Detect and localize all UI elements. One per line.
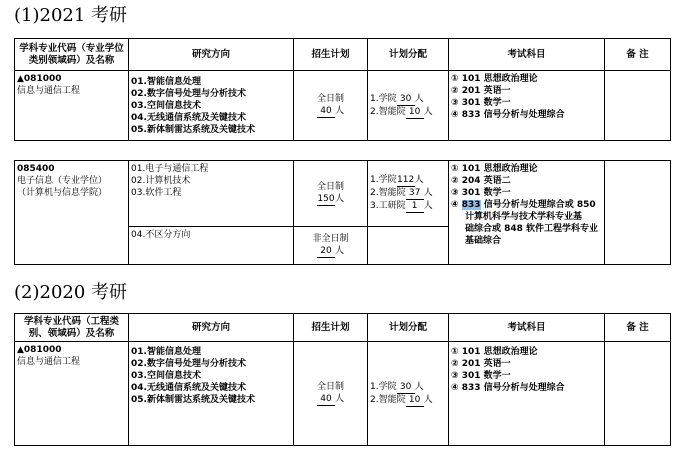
allocation-cell [368,342,449,446]
table-header-row [15,39,671,71]
plan-unit: 人 [334,394,344,404]
alloc-number: 10 [406,394,424,407]
alloc-unit: 人 [414,381,424,392]
header-plan-allocation: 计划分配 [368,314,449,342]
direction-item: 03.空间信息技术 [131,100,201,111]
exam-item-cont: 计算机科学与技术学科专业基 [465,212,583,222]
exam-item: ③ 301 数学一 [451,188,511,198]
exam-item: ③ 301 数学一 [451,98,511,108]
directions-cell [129,71,294,141]
plan-cell [294,71,368,141]
remarks-cell [605,161,671,265]
section-2-title: (2)2020 考研 [14,282,128,303]
plan-cell [294,161,368,227]
exams-cell [449,161,605,265]
direction-item: 04.无线通信系统及关键技术 [131,112,246,123]
plan-number: 40 [317,105,335,118]
major-cell [15,161,129,265]
plan-unit: 人 [334,106,344,116]
major-cell [15,71,129,141]
table-row [15,342,671,446]
alloc-number: 10 [406,106,424,119]
header-remarks: 备 注 [605,314,671,342]
plan-cell [294,227,368,265]
header-research-direction: 研究方向 [129,39,294,71]
exam-item: ② 201 英语一 [451,86,511,96]
alloc-unit: 人 [423,188,433,198]
alloc-label: 2.智能院 [370,106,406,117]
exam-item: 信号分析与处理综合或 850 [480,200,596,210]
plan-number: 150 [317,194,335,204]
alloc-number: 112 [397,175,415,185]
direction-item: 03.软件工程 [131,188,182,198]
major-code: ▲081000 [17,345,62,355]
exams-cell [449,342,605,446]
major-cell [15,342,129,446]
plan-unit: 人 [334,194,344,204]
admissions-table-2021 [14,38,671,141]
exam-item: ① 101 思想政治理论 [451,347,538,357]
table-row [15,161,671,227]
header-enrollment-plan: 招生计划 [294,314,368,342]
major-college: （计算机与信息学院） [17,188,108,198]
header-major-code: 学科专业代码（工程类别、领域码）及名称 [15,314,129,342]
directions-cell [129,161,294,227]
admissions-table-2021-part2 [14,160,671,265]
remarks-cell [605,71,671,141]
alloc-label: 1.学院 [370,93,397,104]
direction-item: 01.智能信息处理 [131,347,201,357]
exam-code-highlight: 833 [461,200,481,210]
alloc-unit: 人 [423,106,433,117]
direction-item: 01.电子与通信工程 [131,164,209,174]
exam-item-cont: 础综合或 848 软件工程学科专业 [465,224,599,234]
remarks-cell [605,342,671,446]
plan-cell [294,342,368,446]
header-research-direction: 研究方向 [129,314,294,342]
exam-item: ④ 833 信号分析与处理综合 [451,383,565,393]
alloc-label: 1.学院 [370,381,397,392]
major-code: 085400 [17,164,55,174]
direction-item: 02.数字信号处理与分析技术 [131,88,246,99]
alloc-label: 1.学院 [370,175,397,185]
header-exam-subjects: 考试科目 [449,39,605,71]
direction-item: 02.数字信号处理与分析技术 [131,359,246,369]
direction-item: 01.智能信息处理 [131,76,201,87]
table-row [15,71,671,141]
alloc-label: 2.智能院 [370,394,406,405]
header-plan-allocation: 计划分配 [368,39,449,71]
alloc-number: 1 [406,200,424,213]
plan-unit: 人 [334,246,344,256]
exam-item: ② 204 英语二 [451,176,511,186]
table-header-row [15,314,671,342]
admissions-table-2020 [14,313,671,446]
direction-item: 02.计算机技术 [131,176,191,186]
alloc-label: 2.智能院 [370,188,406,198]
allocation-cell [368,227,449,265]
exam-item: ① 101 思想政治理论 [451,74,538,84]
major-name: 信息与通信工程 [17,357,81,367]
direction-item: 03.空间信息技术 [131,371,201,381]
plan-type: 全日制 [316,94,344,104]
alloc-number: 30 [397,381,415,394]
header-exam-subjects: 考试科目 [449,314,605,342]
alloc-label: 3.工研院 [370,201,406,211]
section-1-title: (1)2021 考研 [14,5,128,26]
exam-item: ④ 833 信号分析与处理综合 [451,110,565,120]
exam-circle-number: ④ [451,200,459,210]
header-remarks: 备 注 [605,39,671,71]
plan-type: 非全日制 [312,234,349,244]
exams-cell [449,71,605,141]
alloc-number: 37 [406,187,424,200]
directions-cell [129,342,294,446]
plan-number: 20 [317,245,335,258]
plan-type: 全日制 [316,382,344,392]
direction-item: 04.无线通信系统及关键技术 [131,383,246,393]
alloc-number: 30 [397,93,415,106]
header-enrollment-plan: 招生计划 [294,39,368,71]
alloc-unit: 人 [414,175,424,185]
major-code: ▲081000 [17,74,62,84]
plan-number: 40 [317,393,335,406]
exam-item: ③ 301 数学一 [451,371,511,381]
direction-item: 05.新体制雷达系统及关键技术 [131,395,255,405]
direction-item: 04.不区分方向 [131,230,191,240]
header-major-code: 学科专业代码（专业学位类别领域码）及名称 [15,39,129,71]
exam-item: ② 201 英语一 [451,359,511,369]
direction-item: 05.新体制雷达系统及关键技术 [131,124,255,135]
alloc-unit: 人 [423,394,433,405]
directions-cell [129,227,294,265]
major-name: 电子信息（专业学位） [17,176,108,186]
plan-type: 全日制 [316,182,344,192]
allocation-cell [368,161,449,227]
alloc-unit: 人 [414,93,424,104]
major-name: 信息与通信工程 [17,86,81,96]
allocation-cell [368,71,449,141]
exam-item-cont: 基础综合 [465,236,502,246]
exam-item: ① 101 思想政治理论 [451,164,538,174]
alloc-unit: 人 [423,201,433,211]
